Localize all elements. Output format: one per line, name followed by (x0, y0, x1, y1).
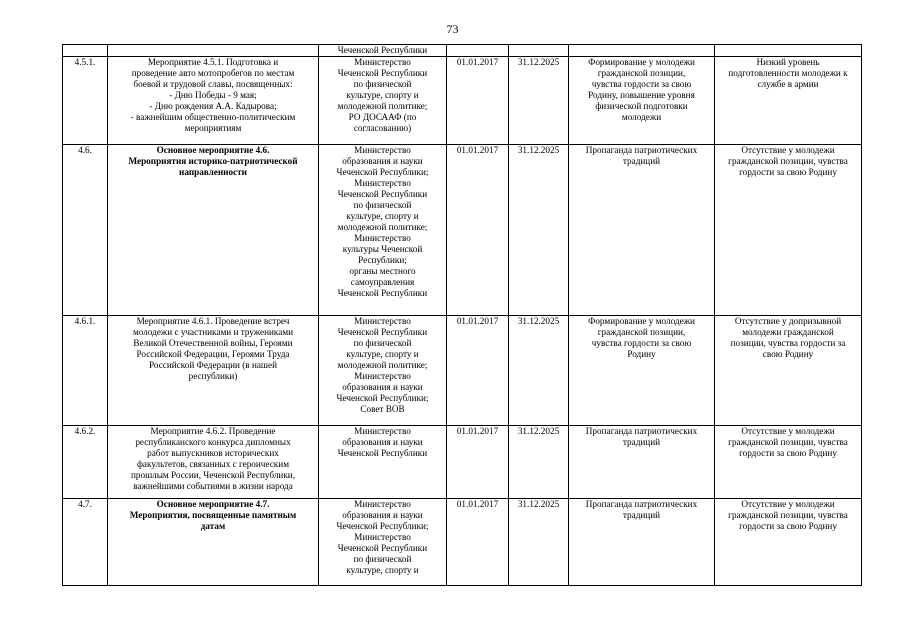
end-date-cell (509, 45, 569, 57)
consequence-cell-line: гордости за свою Родину (739, 448, 837, 458)
executor-cell-line: Министерство (354, 233, 411, 243)
executor-cell-line: образования и науки (342, 510, 423, 520)
executor-cell-line: по физической (353, 79, 412, 89)
expected-result-cell-line: чувства гордости за свою (591, 79, 692, 89)
consequence-cell-line: свою Родину (762, 349, 814, 359)
executor-cell-line: Чеченской Республики (337, 543, 428, 553)
measure-name-cell (108, 145, 319, 316)
executor-cell-line: Совет ВОВ (360, 404, 405, 414)
measure-name-cell-line: Российской Федерации (в нашей (148, 360, 278, 370)
executor-cell-line: Чеченской Республики (337, 68, 428, 78)
executor-cell-line: культуре, спорту и (346, 90, 419, 100)
expected-result-cell-line: физической подготовки (595, 101, 688, 111)
executor-cell (319, 57, 447, 145)
executor-cell-line: по физической (353, 200, 412, 210)
measure-name-cell-line: Великой Отечественной войны, Героями (133, 338, 293, 348)
executor-cell-line: Чеченской Республики (337, 45, 428, 55)
executor-cell-line: Министерство (354, 57, 411, 67)
start-date-cell: 01.01.2017 (447, 145, 509, 316)
consequence-cell-line: Низкий уровень (756, 57, 820, 67)
consequence-cell (715, 145, 862, 316)
expected-result-cell-line: Пропаганда патриотических (585, 426, 698, 436)
consequence-cell-line: гордости за свою Родину (739, 167, 837, 177)
executor-cell-line: культуре, спорту и (346, 565, 419, 575)
consequence-cell-line: гражданской позиции, чувства (728, 510, 848, 520)
consequence-cell-line: позиции, чувства гордости за (730, 338, 846, 348)
consequence-cell (715, 45, 862, 57)
measure-name-cell-line: - Дню рождения А.А. Кадырова; (149, 101, 277, 111)
consequence-cell-line: Отсутствие у допризывной (734, 316, 842, 326)
measure-name-cell-line: датам (200, 521, 226, 531)
executor-cell-line: Министерство (354, 316, 411, 326)
start-date-cell: 01.01.2017 (447, 57, 509, 145)
expected-result-cell (569, 145, 715, 316)
expected-result-cell (569, 45, 715, 57)
start-date-cell: 01.01.2017 (447, 499, 509, 586)
consequence-cell-line: Отсутствие у молодежи (741, 426, 835, 436)
expected-result-cell-line: молодежи (621, 112, 662, 122)
measure-name-cell-line: Российской Федерации, Героями Труда (136, 349, 290, 359)
expected-result-cell-line: Формирование у молодежи (588, 57, 695, 67)
executor-cell-line: Чеченской Республики (337, 448, 428, 458)
measure-name-cell-line: - Дню Победы - 9 мая; (169, 90, 257, 100)
measure-name-cell-line: Основное мероприятие 4.6. (156, 145, 270, 155)
page-number: 73 (446, 22, 459, 36)
expected-result-cell-line: Пропаганда патриотических (585, 145, 698, 155)
executor-cell-line: органы местного (349, 266, 416, 276)
executor-cell (319, 499, 447, 586)
expected-result-cell (569, 57, 715, 145)
end-date-cell: 31.12.2025 (509, 145, 569, 316)
measure-name-cell-line: работ выпускников исторических (147, 448, 279, 458)
consequence-cell-line: подготовленности молодежи к (728, 68, 848, 78)
executor-cell-line: согласованию) (353, 123, 412, 133)
executor-cell (319, 145, 447, 316)
measure-name-cell (108, 45, 319, 57)
executor-cell-line: РО ДОСААФ (по (348, 112, 417, 122)
consequence-cell-line: гражданской позиции, чувства (728, 437, 848, 447)
executor-cell-line: Чеченской Республики (337, 327, 428, 337)
consequence-cell-line: молодежи гражданской (742, 327, 834, 337)
table-row (63, 316, 862, 426)
measure-number-cell: 4.7. (63, 499, 108, 586)
executor-cell-line: Министерство (354, 145, 411, 155)
expected-result-cell-line: гражданской позиции, (597, 68, 686, 78)
executor-cell-line: Министерство (354, 371, 411, 381)
executor-cell-line: Министерство (354, 178, 411, 188)
measure-name-cell-line: прошлым России, Чеченской Республики, (130, 470, 296, 480)
consequence-cell-line: Отсутствие у молодежи (741, 499, 835, 509)
consequence-cell-line: службе в армии (757, 79, 819, 89)
measure-name-cell-line: республики) (188, 371, 238, 381)
executor-cell-line: образования и науки (342, 437, 423, 447)
measure-name-cell (108, 499, 319, 586)
table-row (63, 57, 862, 145)
measure-number-cell (63, 45, 108, 57)
consequence-cell (715, 57, 862, 145)
measure-name-cell-line: проведение авто мотопробегов по местам (131, 68, 295, 78)
executor-cell-line: молодежной политике; (337, 222, 428, 232)
consequence-cell (715, 499, 862, 586)
executor-cell (319, 426, 447, 499)
expected-result-cell (569, 426, 715, 499)
executor-cell-line: Чеченской Республики; (336, 521, 429, 531)
measure-number-cell: 4.6. (63, 145, 108, 316)
start-date-cell: 01.01.2017 (447, 426, 509, 499)
measure-name-cell-line: факультетов, связанных с героическим (136, 459, 290, 469)
executor-cell-line: Чеченской Республики; (336, 393, 429, 403)
measure-name-cell-line: Мероприятие 4.6.2. Проведение (150, 426, 276, 436)
program-measures-table (62, 44, 862, 586)
executor-cell-line: по физической (353, 554, 412, 564)
measure-name-cell (108, 426, 319, 499)
executor-cell (319, 316, 447, 426)
end-date-cell: 31.12.2025 (509, 316, 569, 426)
executor-cell-line: Чеченской Республики (337, 189, 428, 199)
executor-cell-line: Министерство (354, 532, 411, 542)
expected-result-cell-line: традиций (622, 510, 661, 520)
measure-number-cell: 4.6.1. (63, 316, 108, 426)
expected-result-cell-line: чувства гордости за свою (591, 338, 692, 348)
end-date-cell: 31.12.2025 (509, 57, 569, 145)
start-date-cell (447, 45, 509, 57)
start-date-cell: 01.01.2017 (447, 316, 509, 426)
executor-cell-line: Министерство (354, 426, 411, 436)
table-row (63, 499, 862, 586)
expected-result-cell-line: Родину, повышение уровня (588, 90, 695, 100)
measure-name-cell-line: мероприятиям (184, 123, 242, 133)
measure-name-cell-line: направленности (179, 167, 247, 177)
executor-cell-line: по физической (353, 338, 412, 348)
expected-result-cell-line: гражданской позиции, (597, 327, 686, 337)
consequence-cell (715, 316, 862, 426)
measure-name-cell-line: - важнейшим общественно-политическим (130, 112, 296, 122)
expected-result-cell (569, 499, 715, 586)
end-date-cell: 31.12.2025 (509, 499, 569, 586)
measure-name-cell-line: важнейшими событиями в жизни народа (133, 481, 293, 491)
executor-cell (319, 45, 447, 57)
end-date-cell: 31.12.2025 (509, 426, 569, 499)
expected-result-cell-line: Родину (627, 349, 656, 359)
executor-cell-line: самоуправления (350, 277, 415, 287)
executor-cell-line: образования и науки (342, 382, 423, 392)
measure-name-cell-line: Мероприятия, посвященные памятным (129, 510, 297, 520)
measure-name-cell-line: молодежи с участниками и тружениками (132, 327, 294, 337)
expected-result-cell-line: традиций (622, 437, 661, 447)
consequence-cell (715, 426, 862, 499)
expected-result-cell-line: традиций (622, 156, 661, 166)
expected-result-cell-line: Пропаганда патриотических (585, 499, 698, 509)
executor-cell-line: образования и науки (342, 156, 423, 166)
executor-cell-line: культуре, спорту и (346, 211, 419, 221)
table-row (63, 145, 862, 316)
executor-cell-line: молодежной политике; (337, 360, 428, 370)
measure-number-cell: 4.5.1. (63, 57, 108, 145)
measure-name-cell (108, 316, 319, 426)
consequence-cell-line: Отсутствие у молодежи (741, 145, 835, 155)
executor-cell-line: Республики; (358, 255, 407, 265)
table-row (63, 426, 862, 499)
consequence-cell-line: гражданской позиции, чувства (728, 156, 848, 166)
measure-number-cell: 4.6.2. (63, 426, 108, 499)
consequence-cell-line: гордости за свою Родину (739, 521, 837, 531)
measure-name-cell (108, 57, 319, 145)
measure-name-cell-line: боевой и трудовой славы, посвященных: (133, 79, 293, 89)
measure-name-cell-line: республиканского конкурса дипломных (135, 437, 291, 447)
executor-cell-line: Чеченской Республики (337, 288, 428, 298)
executor-cell-line: Министерство (354, 499, 411, 509)
expected-result-cell-line: Формирование у молодежи (588, 316, 695, 326)
measure-name-cell-line: Мероприятия историко-патриотической (128, 156, 298, 166)
measure-name-cell-line: Основное мероприятие 4.7. (156, 499, 270, 509)
measure-name-cell-line: Мероприятие 4.6.1. Проведение встреч (136, 316, 290, 326)
executor-cell-line: культуры Чеченской (342, 244, 423, 254)
executor-cell-line: культуре, спорту и (346, 349, 419, 359)
measure-name-cell-line: Мероприятие 4.5.1. Подготовка и (147, 57, 279, 67)
table-row (63, 45, 862, 57)
executor-cell-line: Чеченской Республики; (336, 167, 429, 177)
expected-result-cell (569, 316, 715, 426)
executor-cell-line: молодежной политике; (337, 101, 428, 111)
